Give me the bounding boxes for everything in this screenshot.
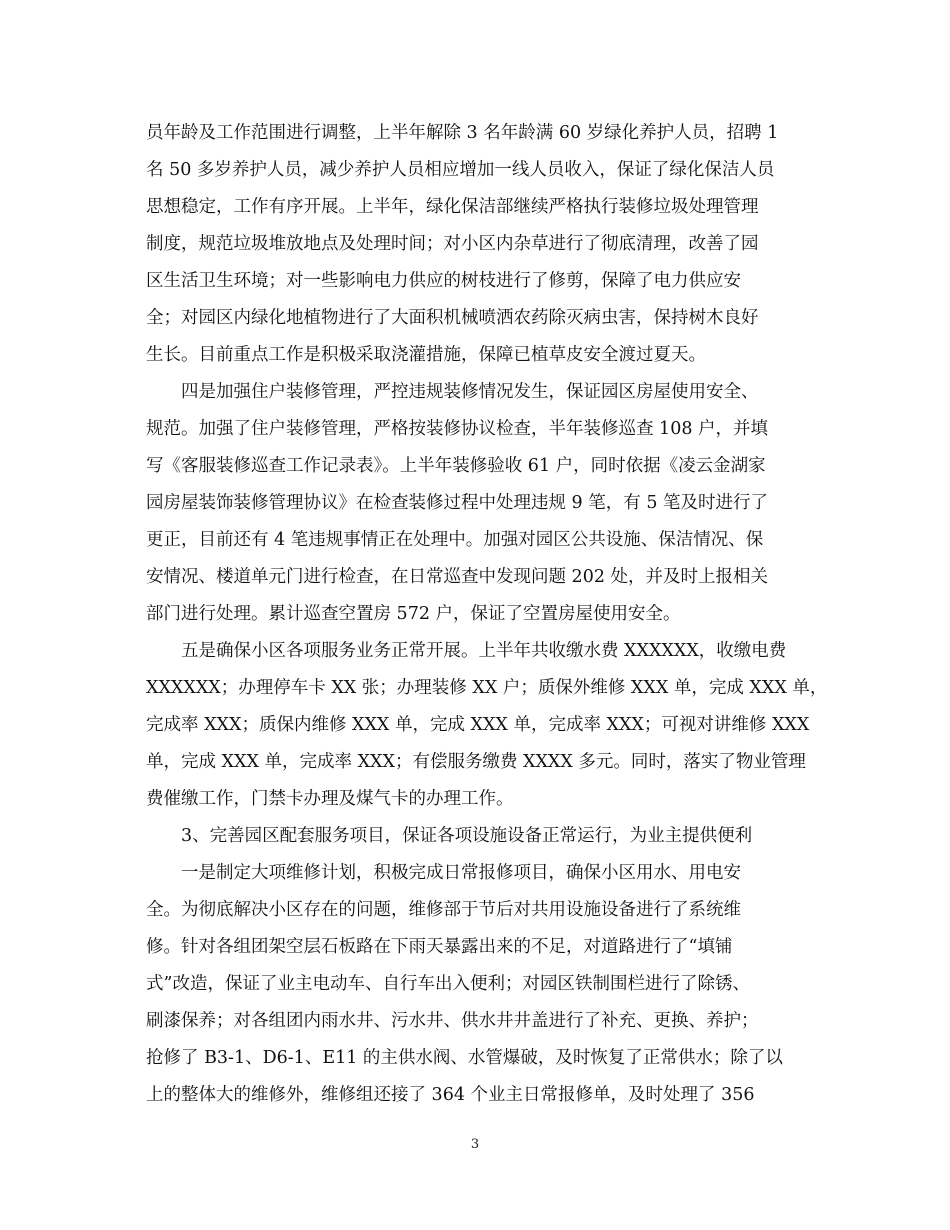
- text-line: 上的整体大的维修外，维修组还接了 364 个业主日常报修单，及时处理了 356: [146, 1085, 755, 1105]
- text-line: 式”改造，保证了业主电动车、自行车出入便利；对园区铁制围栏进行了除锈、: [146, 974, 750, 994]
- text-line: 名 50 多岁养护人员，减少养护人员相应增加一线人员收入，保证了绿化保洁人员: [146, 160, 775, 180]
- text-line: 更正，目前还有 4 笔违规事情正在处理中。加强对园区公共设施、保洁情况、保: [146, 530, 764, 550]
- text-line: 费催缴工作，门禁卡办理及煤气卡的办理工作。: [146, 789, 514, 809]
- text-line: 员年龄及工作范围进行调整，上半年解除 3 名年龄满 60 岁绿化养护人员，招聘 1: [146, 123, 779, 143]
- text-line: 安情况、楼道单元门进行检查，在日常巡查中发现问题 202 处，并及时上报相关: [146, 567, 769, 587]
- text-line: XXXXXX；办理停车卡 XX 张；办理装修 XX 户；质保外维修 XXX 单，完成 XXX 单，: [146, 678, 828, 698]
- text-line: 思想稳定，工作有序开展。上半年，绿化保洁部继续严格执行装修垃圾处理管理: [146, 197, 759, 217]
- text-line: 单，完成 XXX 单，完成率 XXX；有偿服务缴费 XXXX 多元。同时，落实了物业管理: [146, 752, 806, 772]
- text-line: 全。为彻底解决小区存在的问题，维修部于节后对共用设施设备进行了系统维: [146, 900, 741, 920]
- text-line: 五是确保小区各项服务业务正常开展。上半年共收缴水费 XXXXXX，收缴电费: [146, 641, 787, 661]
- text-line: 抢修了 B3-1、D6-1、E11 的主供水阀、水管爆破，及时恢复了正常供水；除了以: [146, 1048, 783, 1068]
- text-line: 修。针对各组团架空层石板路在下雨天暴露出来的不足，对道路进行了“填铺: [146, 937, 733, 957]
- text-line: 制度，规范垃圾堆放地点及处理时间；对小区内杂草进行了彻底清理，改善了园: [146, 234, 759, 254]
- text-line: 一是制定大项维修计划，积极完成日常报修项目，确保小区用水、用电安: [146, 863, 741, 883]
- body-text: [146, 115, 828, 1114]
- text-line: 区生活卫生环境；对一些影响电力供应的树枝进行了修剪，保障了电力供应安: [146, 271, 741, 291]
- text-line: 刷漆保养；对各组团内雨水井、污水井、供水井井盖进行了补充、更换、养护；: [146, 1011, 759, 1031]
- text-line: 完成率 XXX；质保内维修 XXX 单，完成 XXX 单，完成率 XXX；可视对讲维修 XXX: [146, 715, 810, 735]
- text-line: 写《客服装修巡查工作记录表》。上半年装修验收 61 户，同时依据《凌云金湖家: [146, 456, 766, 476]
- text-line: 生长。目前重点工作是积极采取浇灌措施，保障已植草皮安全渡过夏天。: [146, 345, 706, 365]
- page-number: 3: [470, 1137, 480, 1152]
- text-line: 全；对园区内绿化地植物进行了大面积机械喷洒农药除灭病虫害，保持树木良好: [146, 308, 759, 328]
- text-line: 规范。加强了住户装修管理，严格按装修协议检查，半年装修巡查 108 户，并填: [146, 419, 769, 439]
- text-line: 3、完善园区配套服务项目，保证各项设施设备正常运行，为业主提供便利: [146, 826, 753, 846]
- text-line: 园房屋装饰装修管理协议》在检查装修过程中处理违规 9 笔，有 5 笔及时进行了: [146, 493, 769, 513]
- text-line: 部门进行处理。累计巡查空置房 572 户，保证了空置房屋使用安全。: [146, 604, 681, 624]
- text-line: 四是加强住户装修管理，严控违规装修情况发生，保证园区房屋使用安全、: [146, 382, 759, 402]
